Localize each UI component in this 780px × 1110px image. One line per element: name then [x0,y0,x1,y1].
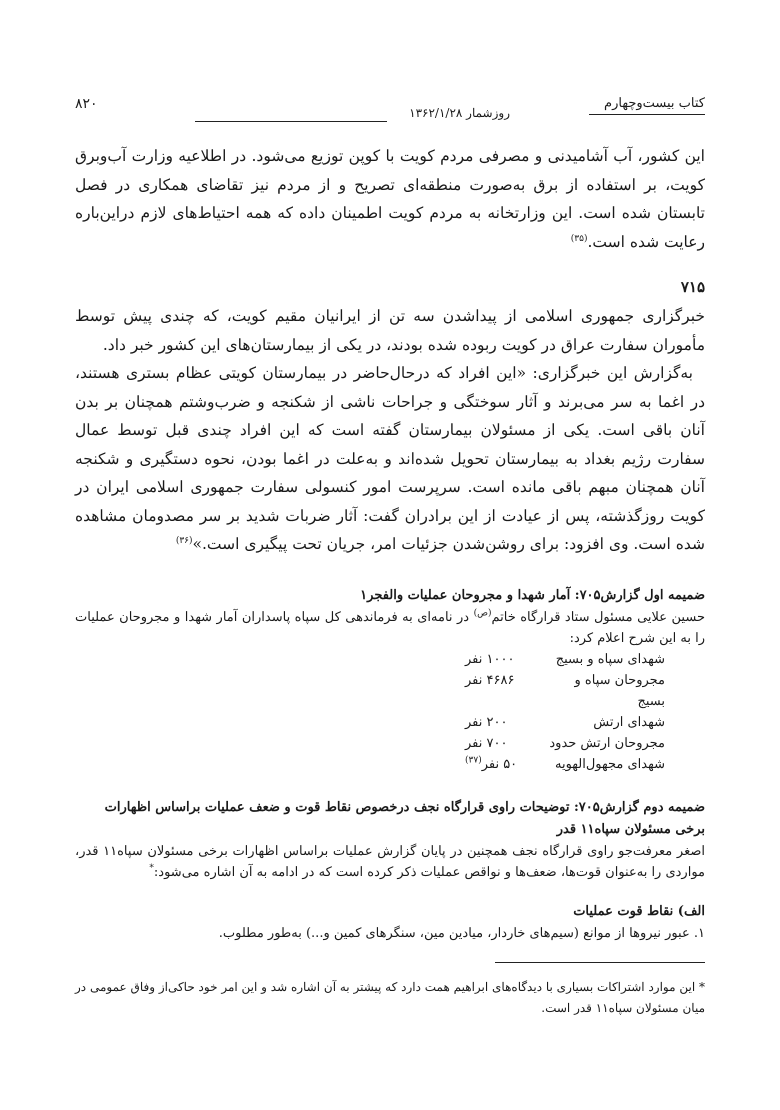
page-number: ۸۲۰ [75,96,98,112]
intro-paragraph [75,142,705,256]
entry-paragraph-2-text: به‌گزارش این خبرگزاری: «این افراد که درحال‌حاضر در بیمارستان کویتی عظام بستری هستند، در اغما به سر می‌برند و آثار سوختگی و جراحات ناشی از شکنجه و ضرب‌وشتم همچنان بر بدن آنان باقی است. یکی از مسئولان بیمارستان گفته است که این افراد چندی قبل توسط عمال سفارت رژیم بغداد به بیمارستان تحویل شده‌اند و به‌علت در اغما بودن، نحوه دستگیری و شکنجه آنان همچنان مبهم باقی مانده است. سرپرست امور کنسولی سفارت جمهوری اسلامی ایران در کویت روزگذشته، پس از عیادت از این برادران گفت: آثار ضربات شدید بر سر مصدومان مشاهده شده است. وی افزود: برای روشن‌شدن جزئیات امر، جریان تحت پیگیری است.» [75,364,705,553]
footnote: * این موارد اشتراکات بسیاری با دیدگاه‌های ابراهیم همت دارد که پیشتر به آن اشاره شد و این امر خود حاکی‌از وفاق عمومی در میان مسئولان سپاه۱۱ قدر است. [75,979,706,1015]
appendix-1-text [75,607,705,649]
header-date: روزشمار ۱۳۶۲/۱/۲۸ [409,106,510,120]
casualty-stats [75,649,665,775]
stat-label: شهدای ارتش [593,714,665,730]
stat-value-text: ۵۰ نفر [481,756,518,772]
stat-row [75,712,665,733]
stat-row [75,754,665,775]
stat-label: شهدای مجهول‌الهویه [554,756,665,772]
appendix-1 [75,585,705,775]
entry-paragraph-1: خبرگزاری جمهوری اسلامی از پیداشدن سه تن از ایرانیان مقیم کویت، که چندی پیش توسط مأموران سفارت عراق در کویت ربوده شده بودند، در یکی از بیمارستان‌های این کشور خبر داد. [75,307,705,354]
entry-paragraph-2 [75,359,705,559]
stat-row [75,649,665,670]
stat-value: ۷۰۰ نفر [465,735,508,751]
appendix-2-title: ضمیمه دوم گزارش۷۰۵: توضیحات راوی قرارگاه نجف درخصوص نقاط قوت و ضعف عملیات براساس اظهارات برخی مسئولان سپاه۱۱ قدر [104,799,705,837]
stat-value [465,754,545,775]
book-title: کتاب بیست‌وچهارم [589,96,705,115]
stat-value: ۱۰۰۰ نفر [465,651,515,667]
stat-label: مجروحان سپاه و بسیج [574,672,665,709]
appendix-2-text [75,841,705,883]
stat-row [75,733,665,754]
section-a-item-1: ۱. عبور نیروها از موانع (سیم‌های خاردار، میادین مین، سنگرهای کمین و...) به‌طور مطلوب. [218,925,705,941]
appendix-2-body: اصغر معرفت‌جو راوی قرارگاه نجف همچنین در پایان گزارش عملیات براساس اظهارات برخی مسئولان سپاه۱۱ قدر، مواردی را به‌عنوان قوت‌ها، ضعف‌ها و نواقص عملیات ذکر کرده است که در ادامه به آن اشاره می‌شود: [75,843,705,880]
entry-paragraph-2-reference: (۳۶) [175,535,193,546]
book-page [75,88,705,1019]
stat-label: شهدای سپاه و بسیج [555,651,665,667]
footnote-marker: * [149,863,154,874]
appendix-1-superscript: (ص) [473,608,492,619]
appendix-1-title: ضمیمه اول گزارش۷۰۵: آمار شهدا و مجروحان عملیات والفجر۱ [360,587,705,603]
section-a-title: الف) نقاط قوت عملیات [573,903,705,919]
stat-row [75,670,665,712]
appendix-1-text-after: در نامه‌ای به فرماندهی کل سپاه پاسداران آمار شهدا و مجروحان عملیات را به این شرح اعلام کرد: [75,609,705,646]
footnote-divider [495,962,705,963]
intro-text: این کشور، آب آشامیدنی و مصرفی مردم کویت با کوپن توزیع می‌شود. در اطلاعیه وزارت آب‌وبرق کویت، بر استفاده از برق به‌صورت منطقه‌ای تصریح و از مردم نیز تقاضای همکاری در فصل تابستان شده است. این وزارتخانه به مردم کویت اطمینان داده که همه احتیاط‌های لازم دراین‌باره رعایت شده است. [75,147,705,251]
stat-label: مجروحان ارتش حدود [549,735,665,751]
stat-value: ۴۶۸۶ نفر [465,672,515,688]
entry-number: ۷۱۵ [680,278,705,296]
section-a [75,901,705,944]
appendix-1-text-before: حسین علایی مسئول ستاد قرارگاه خاتم [491,609,705,625]
stat-value: ۲۰۰ نفر [465,714,508,730]
appendix-2 [75,797,705,883]
header-divider [195,121,387,122]
intro-reference: (۳۵) [570,233,588,244]
page-header [75,88,705,124]
appendix-1-reference: (۳۷) [465,755,482,766]
